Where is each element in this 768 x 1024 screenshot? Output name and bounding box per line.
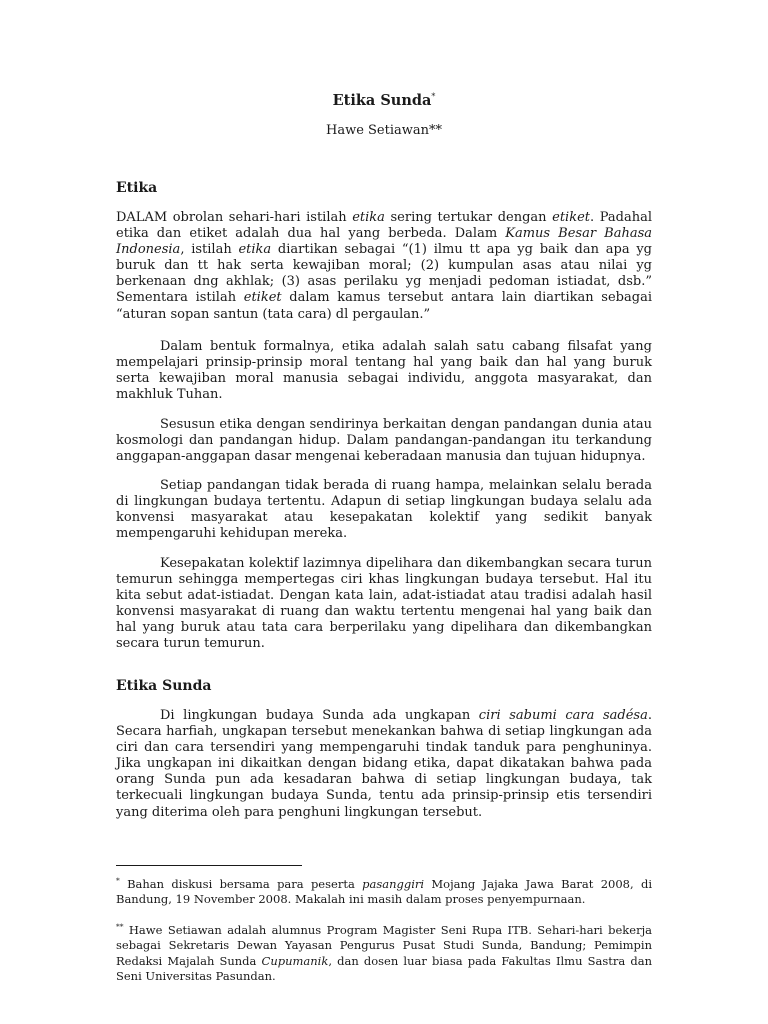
italic-run: etiket — [243, 290, 282, 306]
text-run: . Secara harfiah, ungkapan tersebut menekankan bahwa di setiap lingkungan ada ciri dan cara tersendiri yang mempengaruhi tindak tanduk para penghuninya. Jika ungkapan ini dikaitkan dengan bidang etika, dapat dikatakan bahwa pada orang Sunda pun ada kesadaran bahwa di setiap lingkungan budaya, tak terkecuali lingkungan budaya Sunda, tentu ada prinsip-prinsip etis tersendiri yang diterima oleh para penghuni lingkungan tersebut. — [116, 708, 652, 820]
italic-run: ciri sabumi cara sadésa — [478, 708, 648, 723]
author-line: Hawe Setiawan** — [325, 123, 443, 138]
title-footnote-mark: * — [431, 92, 436, 102]
italic-run: etika — [238, 242, 272, 258]
text-run: . Padahal etika dan etiket adalah dua hal yang berbeda. Dalam — [116, 210, 652, 242]
footnote-1 — [116, 873, 652, 908]
text-run: Mojang Jajaka Jawa Barat 2008, di Bandung, 19 November 2008. Makalah ini masih dalam proses penyempurnaan. — [116, 876, 652, 907]
text-run: Hawe Setiawan adalah alumnus Program Magister Seni Rupa ITB. Sehari-hari bekerja sebagai Sekretaris Dewan Yayasan Pengurus Pusat Studi Sunda, Bandung; Pemimpin Redaksi Majalah Sunda — [116, 922, 652, 968]
section-heading-etika: Etika — [116, 180, 158, 196]
paragraph-etika-3: Sesusun etika dengan sendirinya berkaitan dengan pandangan dunia atau kosmologi dan pandangan hidup. Dalam pandangan-pandangan itu terkandung anggapan-anggapan dasar mengenai keberadaan manusia dan tujuan hidupnya. — [116, 417, 652, 465]
document-title — [0, 92, 768, 109]
italic-run: pasanggiri — [362, 876, 425, 891]
text-run: , dan dosen luar biasa pada Fakultas Ilmu Sastra dan Seni Universitas Pasundan. — [116, 953, 652, 984]
title-text: Etika Sunda — [332, 92, 432, 109]
paragraph-etika-5: Kesepakatan kolektif lazimnya dipelihara dan dikembangkan secara turun temurun sehingga mempertegas ciri khas lingkungan budaya tersebut. Hal itu kita sebut adat-istiadat. Dengan kata lain, adat-istiadat atau tradisi adalah hasil konvensi masyarakat di ruang dan waktu tertentu mengenai hal yang baik dan hal yang buruk atau tata cara berperilaku yang dipelihara dan dikembangkan secara turun temurun. — [116, 556, 652, 652]
paragraph-etika-1 — [116, 210, 652, 323]
italic-run: Cupumanik — [261, 953, 329, 968]
text-run: dalam kamus tersebut antara lain diartikan sebagai “aturan sopan santun (tata cara) dl pergaulan.” — [116, 290, 652, 322]
text-run: sering tertukar dengan — [384, 210, 553, 225]
text-run: diartikan sebagai “(1) ilmu tt apa yg baik dan apa yg buruk dan tt hak serta kewajiban moral; (2) kumpulan asas atau nilai yg berkenaan dng akhlak; (3) asas perilaku yg menjadi pedoman istiadat, dsb.” Sementara istilah — [116, 242, 652, 306]
footnote-mark: ** — [116, 922, 124, 931]
footnote-2 — [116, 919, 652, 985]
text-run: Di lingkungan budaya Sunda ada ungkapan — [160, 708, 479, 723]
text-run: DALAM obrolan sehari-hari istilah — [116, 210, 353, 225]
text-run: , istilah — [180, 242, 239, 258]
text-run: Bahan diskusi bersama para peserta — [119, 876, 363, 891]
italic-run: etika — [352, 210, 385, 225]
italic-run: etiket — [552, 210, 590, 225]
paragraph-etika-4: Setiap pandangan tidak berada di ruang hampa, melainkan selalu berada di lingkungan budaya tertentu. Adapun di setiap lingkungan budaya selalu ada konvensi masyarakat atau kesepakatan kolektif yang sedikit banyak mempengaruhi kehidupan mereka. — [116, 478, 652, 542]
section-heading-etika-sunda: Etika Sunda — [116, 678, 212, 694]
paragraph-etika-sunda-1 — [116, 708, 652, 821]
italic-run: Kamus Besar Bahasa Indonesia — [116, 226, 652, 258]
footnote-separator — [116, 865, 302, 866]
paragraph-etika-2: Dalam bentuk formalnya, etika adalah salah satu cabang filsafat yang mempelajari prinsip-prinsip moral tentang hal yang baik dan hal yang buruk serta kewajiban moral manusia sebagai individu, anggota masyarakat, dan makhluk Tuhan. — [116, 339, 652, 403]
footnote-mark: * — [116, 876, 120, 885]
